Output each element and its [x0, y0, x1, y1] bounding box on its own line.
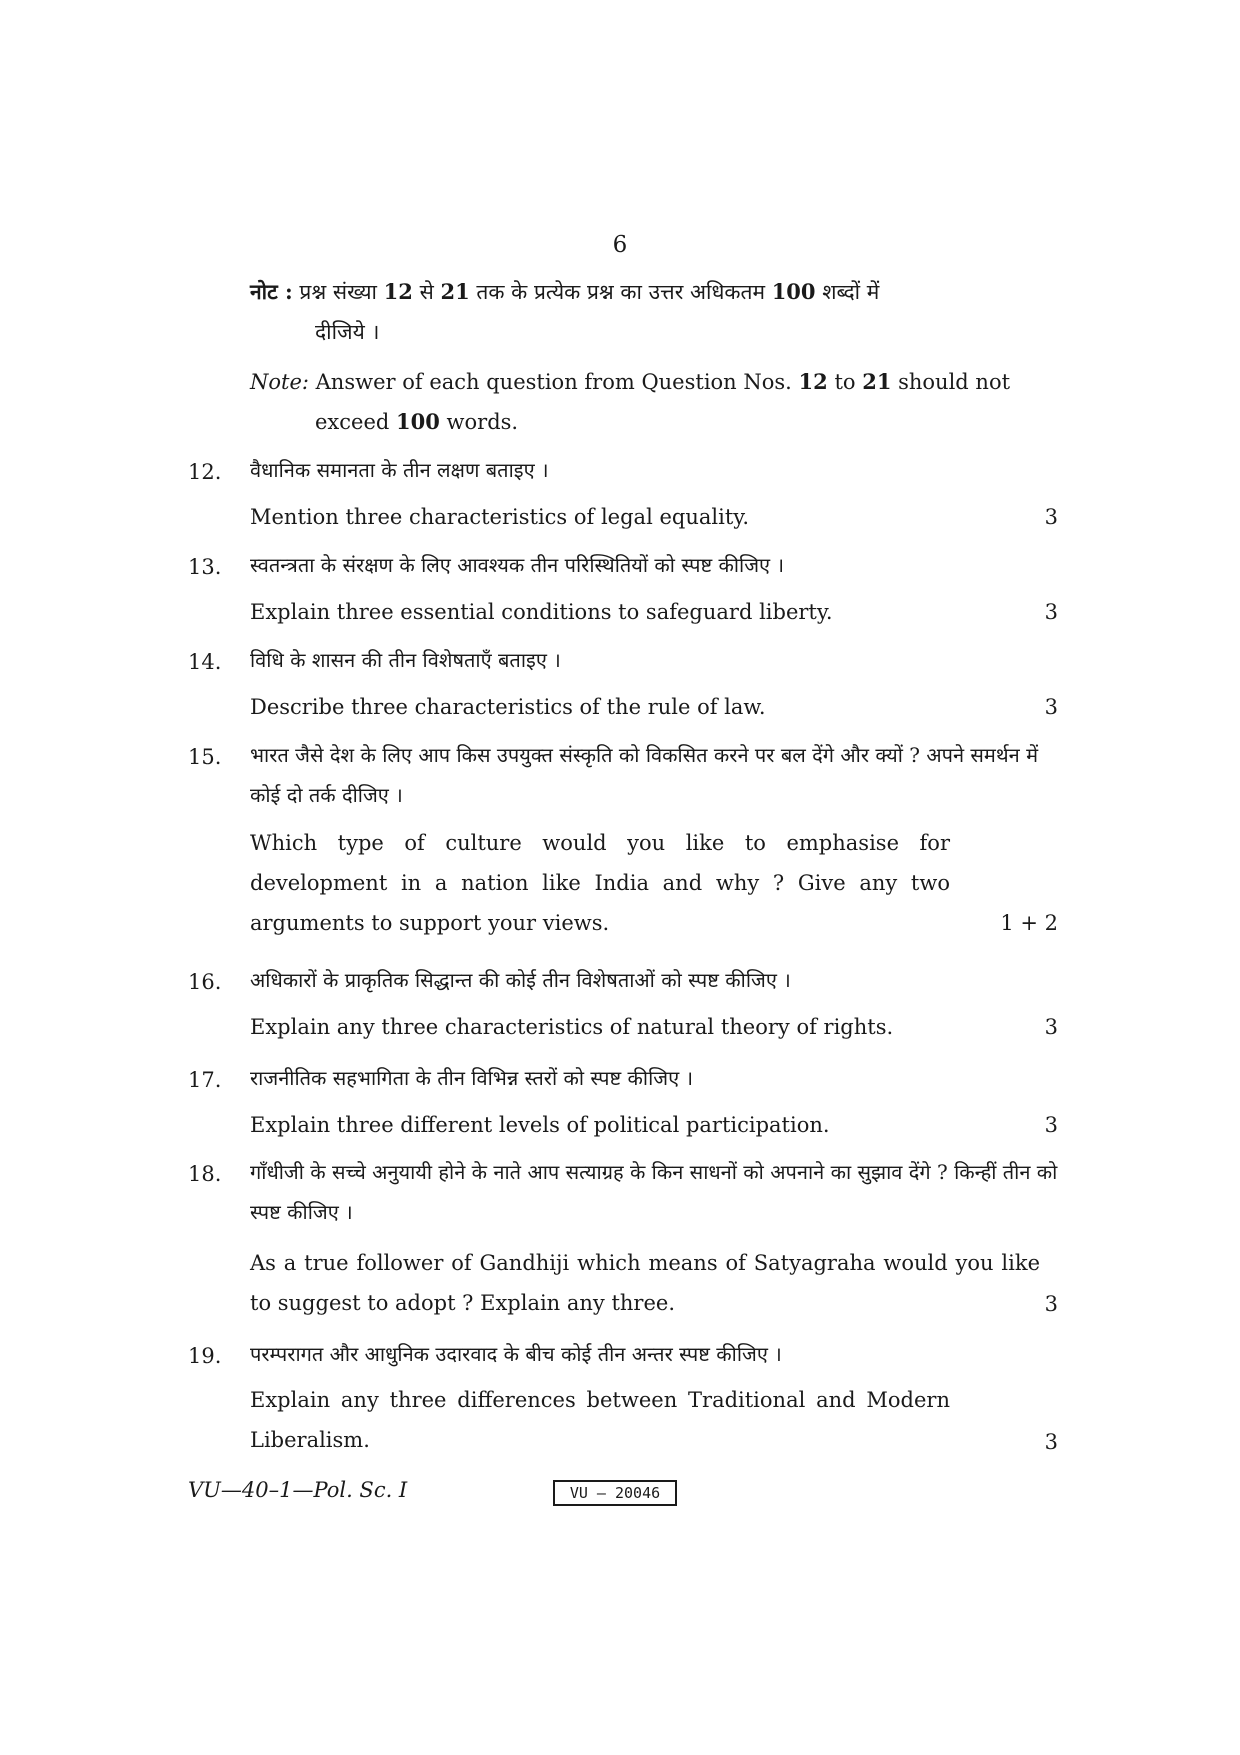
question-hindi: गाँधीजी के सच्चे अनुयायी होने के नाते आप सत्याग्रह के किन साधनों को अपनाने का सुझाव देंगे ? किन्हीं तीन को स्पष्ट कीजिए ।: [250, 1160, 1058, 1224]
note-hindi-text-2: से: [412, 280, 441, 304]
question-marks: 3: [1044, 1292, 1058, 1316]
question-hindi: भारत जैसे देश के लिए आप किस उपयुक्त संस्कृति को विकसित करने पर बल देंगे और क्यों ? अपने समर्थन में कोई दो तर्क दीजिए ।: [250, 743, 1039, 807]
question-hindi: अधिकारों के प्राकृतिक सिद्धान्त की कोई तीन विशेषताओं को स्पष्ट कीजिए ।: [250, 968, 791, 992]
question-hindi: विधि के शासन की तीन विशेषताएँ बताइए ।: [250, 648, 561, 672]
question-english: Describe three characteristics of the rule of law.: [250, 695, 766, 719]
question-number: 17.: [188, 1068, 222, 1092]
question-number: 18.: [188, 1162, 222, 1186]
note-english-text-5: words.: [439, 410, 519, 434]
question-english: As a true follower of Gandhiji which means of Satyagraha would you like to suggest to adopt ? Explain any three.: [250, 1251, 1040, 1315]
note-english-text-3: should not: [891, 370, 1011, 394]
paper-code: VU—40–1—Pol. Sc. I: [188, 1478, 408, 1502]
note-hindi-label: नोट :: [250, 279, 293, 304]
question-english: Mention three characteristics of legal equality.: [250, 505, 750, 529]
question-marks: 3: [1044, 1113, 1058, 1137]
question-marks: 3: [1044, 505, 1058, 529]
note-hindi-num-3: 100: [771, 279, 816, 304]
paper-serial-box: VU – 20046: [553, 1480, 677, 1506]
note-english-num-1: 12: [798, 369, 828, 394]
question-number: 16.: [188, 970, 222, 994]
page-number: 6: [612, 232, 628, 258]
note-hindi-text-4: शब्दों में: [815, 280, 880, 304]
note-english-label: Note:: [250, 370, 309, 394]
note-english-text-2: to: [827, 370, 863, 394]
note-english-num-2: 21: [862, 369, 892, 394]
question-hindi: राजनीतिक सहभागिता के तीन विभिन्न स्तरों को स्पष्ट कीजिए ।: [250, 1066, 694, 1090]
note-english-text-1: Answer of each question from Question Nos.: [308, 370, 799, 394]
question-hindi: वैधानिक समानता के तीन लक्षण बताइए ।: [250, 458, 549, 482]
question-number: 19.: [188, 1344, 222, 1368]
note-hindi-num-2: 21: [440, 279, 470, 304]
question-number: 12.: [188, 460, 222, 484]
question-english: Explain any three characteristics of natural theory of rights.: [250, 1015, 894, 1039]
note-hindi: [250, 272, 1058, 352]
note-hindi-text-3: तक के प्रत्येक प्रश्न का उत्तर अधिकतम: [469, 280, 772, 304]
note-english-line-2: [250, 402, 1058, 442]
question-hindi: स्वतन्त्रता के संरक्षण के लिए आवश्यक तीन परिस्थितियों को स्पष्ट कीजिए ।: [250, 553, 785, 577]
note-english-text-4: exceed: [315, 410, 397, 434]
question-english: Which type of culture would you like to emphasise for development in a nation like India and why ? Give any two arguments to support your views.: [250, 831, 950, 935]
question-marks: 3: [1044, 1015, 1058, 1039]
note-hindi-num-1: 12: [383, 279, 413, 304]
question-marks: 3: [1044, 1430, 1058, 1454]
question-marks: 1 + 2: [1000, 911, 1058, 935]
question-english: Explain any three differences between Traditional and Modern Liberalism.: [250, 1388, 950, 1452]
question-marks: 3: [1044, 600, 1058, 624]
note-hindi-text-1: प्रश्न संख्या: [292, 280, 384, 304]
question-hindi: परम्परागत और आधुनिक उदारवाद के बीच कोई तीन अन्तर स्पष्ट कीजिए ।: [250, 1342, 782, 1366]
question-number: 14.: [188, 650, 222, 674]
question-number: 13.: [188, 555, 222, 579]
question-marks: 3: [1044, 695, 1058, 719]
question-number: 15.: [188, 745, 222, 769]
note-hindi-line-2: दीजिये ।: [315, 320, 380, 344]
note-english: [250, 362, 1058, 442]
question-english: Explain three essential conditions to safeguard liberty.: [250, 600, 833, 624]
question-english: Explain three different levels of political participation.: [250, 1113, 830, 1137]
note-english-num-3: 100: [396, 409, 440, 434]
